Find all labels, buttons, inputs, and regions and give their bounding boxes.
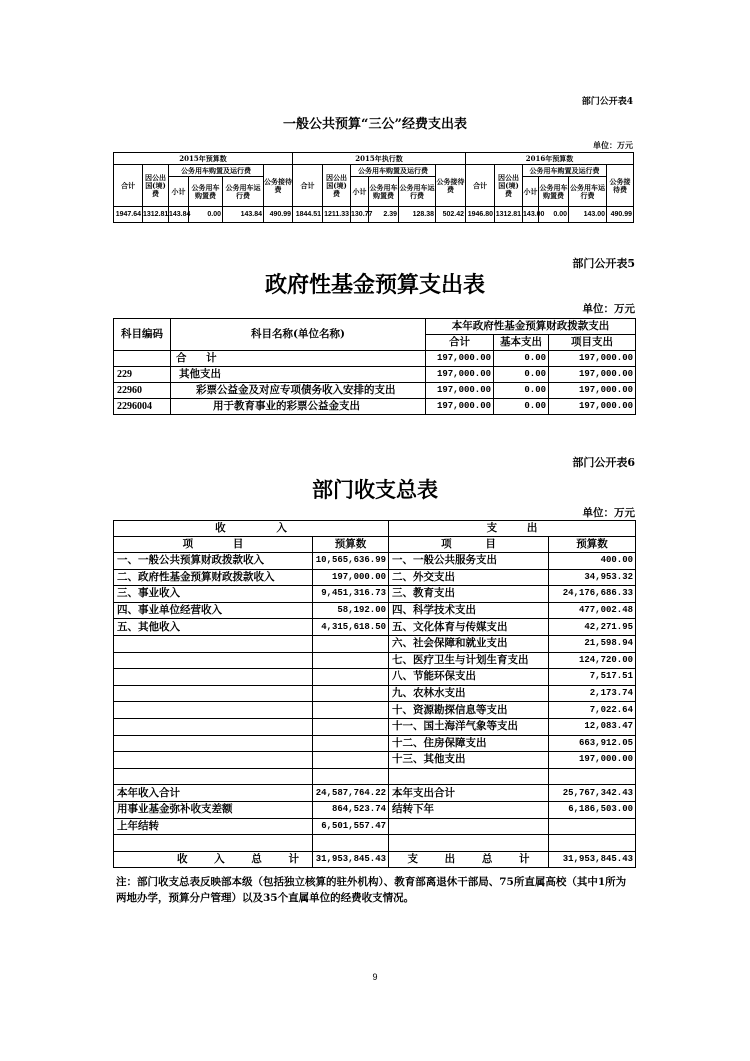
expense-item: 九、农林水支出 (389, 685, 549, 702)
group-header: 2015年预算数 (114, 153, 293, 165)
income-value-empty (313, 635, 389, 652)
income-item-header: 项 目 (114, 537, 313, 553)
income-value: 4,315,618.50 (313, 619, 389, 636)
table-row-empty (114, 768, 636, 785)
row-project: 197,000.00 (549, 383, 636, 399)
value-reception: 490.99 (607, 207, 634, 223)
header-car-run: 公务用车运行费 (399, 177, 436, 207)
expense-item-empty (389, 818, 549, 835)
value-abroad: 1312.81 (143, 207, 169, 223)
expense-total-value: 31,953,845.43 (549, 851, 636, 868)
expense-budget-header: 预算数 (549, 537, 636, 553)
footnote-line-2: 两地办学，预算分户管理）以及35个直属单位的经费收支情况。 (116, 892, 415, 904)
header-car-purchase: 公务用车购置费 (539, 177, 569, 207)
header-reception: 公务接待费 (607, 165, 634, 207)
income-item: 三、事业收入 (114, 586, 313, 603)
value-car-run: 143.84 (223, 207, 264, 223)
income-item: 上年结转 (114, 818, 313, 835)
income-item-empty (114, 718, 313, 735)
header-total: 合计 (114, 165, 143, 207)
row-name: 合 计 (171, 351, 426, 367)
income-value: 197,000.00 (313, 569, 389, 586)
value-car-purchase: 2.39 (369, 207, 399, 223)
table-row (114, 553, 636, 570)
expense-item: 结转下年 (389, 801, 549, 818)
value-abroad: 1211.33 (323, 207, 351, 223)
income-item-empty (114, 735, 313, 752)
income-value: 6,501,557.47 (313, 818, 389, 835)
expense-total-label: 支 出 总 计 (389, 851, 549, 868)
row-basic: 0.00 (494, 399, 549, 415)
table-row (114, 669, 636, 686)
row-basic: 0.00 (494, 383, 549, 399)
group-header: 2015年执行数 (293, 153, 466, 165)
group-header-row (114, 153, 634, 165)
income-item: 四、事业单位经营收入 (114, 602, 313, 619)
table1-label: 部门公开表4 (581, 97, 633, 107)
expense-value: 25,767,342.43 (549, 785, 636, 802)
income-item-empty (114, 652, 313, 669)
group-header: 2016年预算数 (466, 153, 634, 165)
table-row (114, 207, 634, 223)
header-subtotal: 小计 (351, 177, 369, 207)
expense-value: 7,022.64 (549, 702, 636, 719)
income-item-empty (114, 669, 313, 686)
income-expense-summary-table (113, 520, 636, 868)
value-car-purchase: 0.00 (539, 207, 569, 223)
income-item-empty (114, 635, 313, 652)
row-code (114, 351, 171, 367)
expense-item: 四、科学技术支出 (389, 602, 549, 619)
row-code: 22960 (114, 383, 171, 399)
row-basic: 0.00 (494, 367, 549, 383)
header-row (114, 319, 636, 335)
table2-label: 部门公开表5 (572, 257, 635, 270)
column-header-row (114, 165, 634, 177)
table1-unit: 单位：万元 (593, 140, 633, 150)
row-total: 197,000.00 (426, 367, 494, 383)
empty-cell (549, 768, 636, 785)
header-abroad: 因公出国(境)费 (143, 165, 169, 207)
income-header: 收 入 (114, 521, 389, 537)
expense-value: 6,186,503.00 (549, 801, 636, 818)
expense-value: 124,720.00 (549, 652, 636, 669)
income-value-empty (313, 752, 389, 769)
income-item-empty (114, 702, 313, 719)
income-total-value: 31,953,845.43 (313, 851, 389, 868)
table-row (114, 351, 636, 367)
income-item: 五、其他收入 (114, 619, 313, 636)
header-name: 科目名称(单位名称) (171, 319, 426, 351)
row-total: 197,000.00 (426, 399, 494, 415)
expense-value: 477,002.48 (549, 602, 636, 619)
expense-value: 34,953.32 (549, 569, 636, 586)
header-subtotal: 小计 (169, 177, 189, 207)
row-total: 197,000.00 (426, 383, 494, 399)
income-value-empty (313, 718, 389, 735)
table-row (114, 752, 636, 769)
table-row (114, 586, 636, 603)
value-abroad: 1312.81 (495, 207, 523, 223)
row-name: 其他支出 (171, 367, 426, 383)
table-row (114, 569, 636, 586)
table-row (114, 652, 636, 669)
row-basic: 0.00 (494, 351, 549, 367)
income-budget-header: 预算数 (313, 537, 389, 553)
table3-label: 部门公开表6 (572, 456, 635, 469)
income-item: 本年收入合计 (114, 785, 313, 802)
empty-cell (549, 835, 636, 852)
row-project: 197,000.00 (549, 367, 636, 383)
value-total: 1946.80 (466, 207, 495, 223)
expense-value: 12,083.47 (549, 718, 636, 735)
income-value: 9,451,316.73 (313, 586, 389, 603)
value-car-purchase: 0.00 (189, 207, 223, 223)
header-basic: 基本支出 (494, 335, 549, 351)
header-reception: 公务接待费 (264, 165, 293, 207)
expense-value: 24,176,686.33 (549, 586, 636, 603)
income-value-empty (313, 685, 389, 702)
header-car: 公务用车购置及运行费 (169, 165, 264, 177)
income-item: 一、一般公共预算财政拨款收入 (114, 553, 313, 570)
empty-cell (313, 768, 389, 785)
header-total: 合计 (293, 165, 323, 207)
subheader-row (114, 177, 634, 207)
income-value: 864,523.74 (313, 801, 389, 818)
expense-value: 663,912.05 (549, 735, 636, 752)
value-reception: 490.99 (264, 207, 293, 223)
value-subtotal: 130.77 (351, 207, 369, 223)
header-total: 合计 (466, 165, 495, 207)
page-number: 9 (372, 972, 378, 982)
summary-row (114, 801, 636, 818)
expense-value: 2,173.74 (549, 685, 636, 702)
expense-item: 十二、住房保障支出 (389, 735, 549, 752)
fund-budget-expense-table (113, 318, 636, 415)
header-total: 合计 (426, 335, 494, 351)
expense-header: 支 出 (389, 521, 636, 537)
value-subtotal: 143.84 (169, 207, 189, 223)
income-value-empty (313, 652, 389, 669)
table3-unit: 单位：万元 (582, 507, 635, 519)
expense-item-header: 项 目 (389, 537, 549, 553)
row-name: 彩票公益金及对应专项债务收入安排的支出 (171, 383, 426, 399)
header-subtotal: 小计 (523, 177, 539, 207)
expense-value: 21,598.94 (549, 635, 636, 652)
income-value-empty (313, 735, 389, 752)
value-total: 1947.64 (114, 207, 143, 223)
expense-value-empty (549, 818, 636, 835)
income-total-label: 收 入 总 计 (114, 851, 313, 868)
table-row (114, 702, 636, 719)
expense-value: 197,000.00 (549, 752, 636, 769)
table1-title: 一般公共预算“三公”经费支出表 (283, 117, 467, 132)
header-row (114, 521, 636, 537)
expense-item: 十一、国土海洋气象等支出 (389, 718, 549, 735)
empty-cell (114, 768, 313, 785)
header-car-purchase: 公务用车购置费 (189, 177, 223, 207)
income-value: 24,587,764.22 (313, 785, 389, 802)
expense-value: 42,271.95 (549, 619, 636, 636)
income-value: 10,565,636.99 (313, 553, 389, 570)
table-row (114, 383, 636, 399)
empty-cell (389, 768, 549, 785)
table3-title: 部门收支总表 (312, 477, 438, 502)
expense-item: 十三、其他支出 (389, 752, 549, 769)
empty-cell (313, 835, 389, 852)
header-car-run: 公务用车运行费 (223, 177, 264, 207)
header-reception: 公务接待费 (436, 165, 466, 207)
header-car: 公务用车购置及运行费 (523, 165, 607, 177)
row-total: 197,000.00 (426, 351, 494, 367)
table-row (114, 735, 636, 752)
grand-total-row (114, 851, 636, 868)
row-code: 2296004 (114, 399, 171, 415)
row-project: 197,000.00 (549, 351, 636, 367)
table2-title: 政府性基金预算支出表 (264, 272, 485, 298)
income-value-empty (313, 702, 389, 719)
header-car: 公务用车购置及运行费 (351, 165, 436, 177)
income-item-empty (114, 685, 313, 702)
row-code: 229 (114, 367, 171, 383)
income-value-empty (313, 669, 389, 686)
table-row-empty (114, 835, 636, 852)
header-code: 科目编码 (114, 319, 171, 351)
value-subtotal: 143.00 (523, 207, 539, 223)
expense-item: 七、医疗卫生与计划生育支出 (389, 652, 549, 669)
income-item: 用事业基金弥补收支差额 (114, 801, 313, 818)
table-row (114, 367, 636, 383)
table-row (114, 718, 636, 735)
value-car-run: 143.00 (569, 207, 607, 223)
table-row (114, 635, 636, 652)
income-item-empty (114, 752, 313, 769)
row-project: 197,000.00 (549, 399, 636, 415)
table2-unit: 单位：万元 (582, 303, 635, 315)
income-item: 二、政府性基金预算财政拨款收入 (114, 569, 313, 586)
expense-item: 五、文化体育与传媒支出 (389, 619, 549, 636)
expense-item: 本年支出合计 (389, 785, 549, 802)
empty-cell (389, 835, 549, 852)
header-abroad: 因公出国(境)费 (495, 165, 523, 207)
expense-item: 二、外交支出 (389, 569, 549, 586)
value-reception: 502.42 (436, 207, 466, 223)
value-total: 1844.51 (293, 207, 323, 223)
expense-item: 十、资源勘探信息等支出 (389, 702, 549, 719)
table-row (114, 602, 636, 619)
subheader-row (114, 537, 636, 553)
row-name: 用于教育事业的彩票公益金支出 (171, 399, 426, 415)
expense-value: 7,517.51 (549, 669, 636, 686)
header-project: 项目支出 (549, 335, 636, 351)
header-group: 本年政府性基金预算财政拨款支出 (426, 319, 636, 335)
summary-row (114, 818, 636, 835)
summary-row (114, 785, 636, 802)
income-value: 58,192.00 (313, 602, 389, 619)
expense-value: 400.00 (549, 553, 636, 570)
expense-item: 六、社会保障和就业支出 (389, 635, 549, 652)
expense-item: 一、一般公共服务支出 (389, 553, 549, 570)
expense-item: 三、教育支出 (389, 586, 549, 603)
table-row (114, 685, 636, 702)
header-abroad: 因公出国(境)费 (323, 165, 351, 207)
table-row (114, 399, 636, 415)
sangong-expense-table (113, 152, 634, 223)
header-car-purchase: 公务用车购置费 (369, 177, 399, 207)
empty-cell (114, 835, 313, 852)
footnote-line-1: 注：部门收支总表反映部本级（包括独立核算的驻外机构）、教育部离退休干部局、75所直属高校（其中1所为 (116, 876, 627, 888)
value-car-run: 128.38 (399, 207, 436, 223)
header-car-run: 公务用车运行费 (569, 177, 607, 207)
table-row (114, 619, 636, 636)
expense-item: 八、节能环保支出 (389, 669, 549, 686)
